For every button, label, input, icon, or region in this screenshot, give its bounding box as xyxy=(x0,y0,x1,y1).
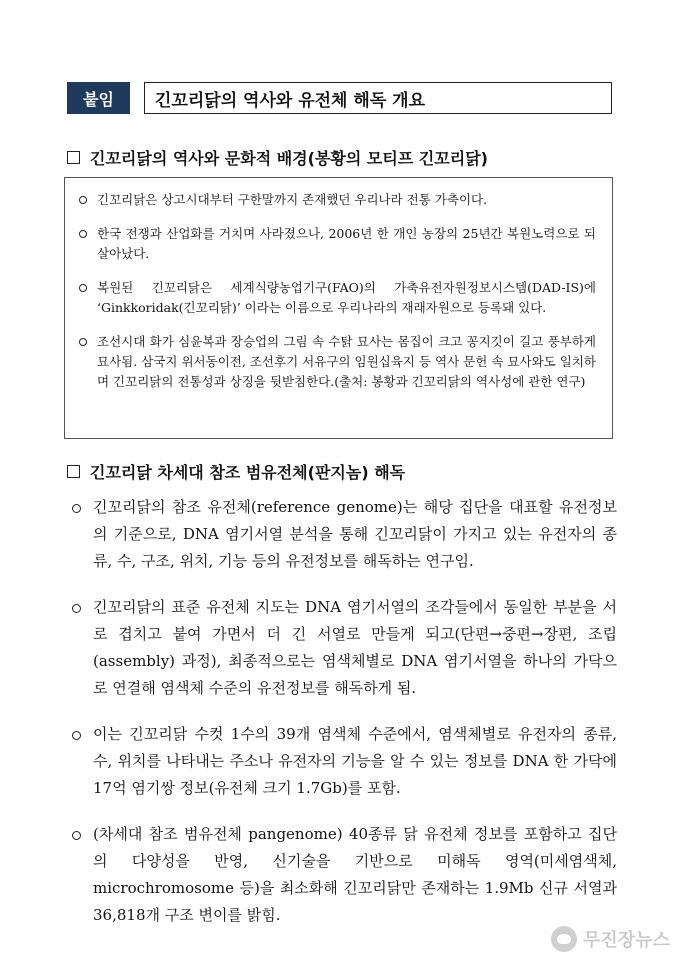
bullet-circle-icon xyxy=(72,831,81,840)
bullet-circle-icon xyxy=(79,196,87,204)
list-item-text: 긴꼬리닭의 참조 유전체(reference genome)는 해당 집단을 대표할 유전정보의 기준으로, DNA 염기서열 분석을 통해 긴꼬리닭이 가지고 있는 유전자의 종류, 수, 구조, 위치, 기능 등의 유전정보를 해독하는 연구임. xyxy=(93,498,617,570)
list-item xyxy=(79,278,596,318)
bullet-circle-icon xyxy=(72,604,81,613)
list-item-text: 조선시대 화가 심윤복과 장승업의 그림 속 수탉 묘사는 몸집이 크고 꽁지깃이 길고 풍부하게 묘사됨. 삼국지 위서동이전, 조선후기 서유구의 임원십육지 등 역사 문헌 속 묘사와도 일치하며 긴꼬리닭의 전통성과 상징을 뒷받침한다.(출처: 봉황과 긴꼬리닭의 역사성에 관한 연구) xyxy=(97,334,596,389)
bullet-circle-icon xyxy=(72,504,81,513)
list-item xyxy=(72,821,617,929)
list-item xyxy=(72,594,617,702)
bullet-circle-icon xyxy=(79,230,87,238)
checkbox-square-icon xyxy=(67,151,80,164)
watermark-logo-icon xyxy=(551,926,577,952)
section-1-heading xyxy=(67,146,488,169)
list-item-text: 긴꼬리닭의 표준 유전체 지도는 DNA 염기서열의 조각들에서 동일한 부분을 서로 겹치고 붙여 가면서 더 긴 서열로 만들게 되고(단편→중편→장편, 조립(assembly) 과정), 최종적으로는 염색체별로 DNA 염기서열을 하나의 가닥으로 연결해 염색체 수준의 유전정보를 해독하게 됨. xyxy=(93,598,617,697)
list-item xyxy=(79,332,596,392)
list-item-text: 복원된 긴꼬리닭은 세계식량농업기구(FAO)의 가축유전자원정보시스템(DAD-IS)에 ‘Ginkkoridak(긴꼬리닭)’ 이라는 이름으로 우리나라의 재래자원으로 등록돼 있다. xyxy=(97,280,596,315)
list-item-text: 이는 긴꼬리닭 수컷 1수의 39개 염색체 수준에서, 염색체별로 유전자의 종류, 수, 위치를 나타내는 주소나 유전자의 기능을 알 수 있는 정보를 DNA 한 가닥에 17억 염기쌍 정보(유전체 크기 1.7Gb)를 포함. xyxy=(93,725,617,797)
checkbox-square-icon xyxy=(67,465,80,478)
list-item xyxy=(72,494,617,575)
section-1-title: 긴꼬리닭의 역사와 문화적 배경(봉황의 모티프 긴꼬리닭) xyxy=(90,149,488,168)
section-2-heading xyxy=(67,460,405,483)
bullet-circle-icon xyxy=(72,731,81,740)
list-item-text: 긴꼬리닭은 상고시대부터 구한말까지 존재했던 우리나라 전통 가축이다. xyxy=(97,192,488,207)
bullet-circle-icon xyxy=(79,284,87,292)
section-2-title: 긴꼬리닭 차세대 참조 범유전체(판지놈) 해독 xyxy=(90,463,406,482)
history-panel xyxy=(64,177,613,439)
list-item xyxy=(79,190,596,210)
document-title: 긴꼬리닭의 역사와 유전체 해독 개요 xyxy=(144,82,612,114)
list-item-text: 한국 전쟁과 산업화를 거치며 사라졌으나, 2006년 한 개인 농장의 25년간 복원노력으로 되살아났다. xyxy=(97,226,596,261)
list-item-text: (차세대 참조 범유전체 pangenome) 40종류 닭 유전체 정보를 포함하고 집단의 다양성을 반영, 신기술을 기반으로 미해독 영역(미세염색체, microchromosome 등)을 최소화해 긴꼬리닭만 존재하는 1.9Mb 신규 서열과 36,818개 구조 변이를 밝힘. xyxy=(93,825,617,924)
list-item xyxy=(79,224,596,264)
attachment-tag: 붙임 xyxy=(67,82,130,114)
watermark-text: 무진장뉴스 xyxy=(583,930,670,951)
bullet-circle-icon xyxy=(79,338,87,346)
genome-list xyxy=(72,494,617,948)
watermark xyxy=(551,926,670,952)
header xyxy=(67,82,612,114)
list-item xyxy=(72,721,617,802)
